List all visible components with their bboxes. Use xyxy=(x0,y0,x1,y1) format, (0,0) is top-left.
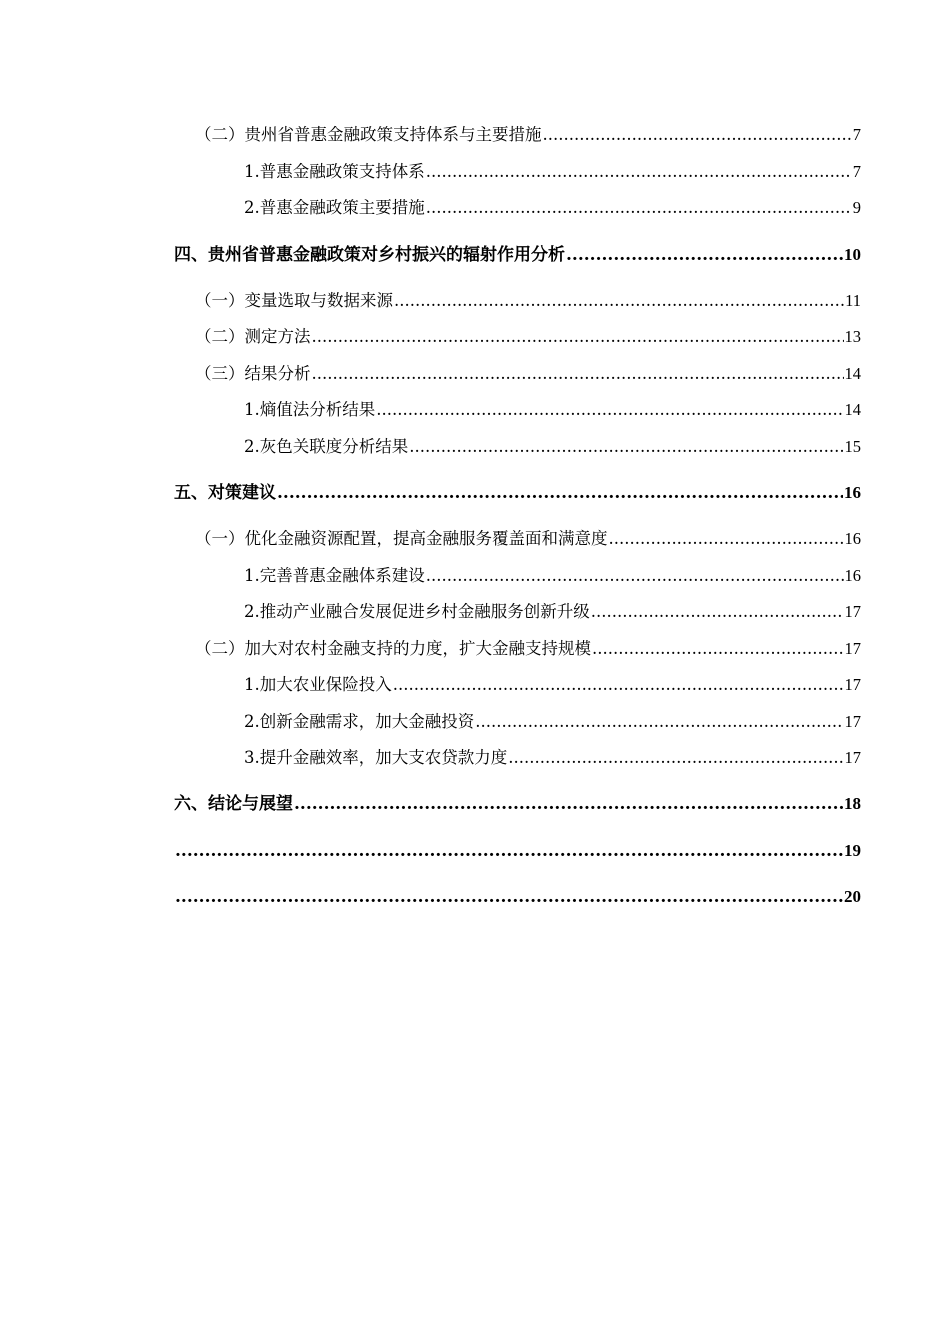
toc-entry[interactable] xyxy=(244,711,861,733)
toc-leader-dots xyxy=(475,711,843,733)
toc-leader-dots xyxy=(426,565,844,587)
toc-entry[interactable] xyxy=(174,886,861,908)
toc-entry[interactable] xyxy=(244,161,861,183)
toc-entry-page: 7 xyxy=(852,162,861,181)
toc-entry-label: （一）优化金融资源配置，提高金融服务覆盖面和满意度 xyxy=(195,529,608,548)
toc-entry-label: 1.熵值法分析结果 xyxy=(244,400,376,419)
toc-leader-dots xyxy=(294,793,843,815)
toc-entry[interactable] xyxy=(174,840,861,862)
toc-entry[interactable] xyxy=(244,674,861,696)
toc-entry-label: 2.推动产业融合发展促进乡村金融服务创新升级 xyxy=(244,602,590,621)
toc-entry-label: （三）结果分析 xyxy=(195,364,311,383)
toc-entry[interactable] xyxy=(244,399,861,421)
toc-entry-page: 17 xyxy=(844,712,861,731)
toc-leader-dots xyxy=(175,840,843,862)
toc-entry[interactable] xyxy=(244,565,861,587)
toc-entry-page: 15 xyxy=(844,437,861,456)
toc-leader-dots xyxy=(592,638,844,660)
toc-entry[interactable] xyxy=(195,290,861,312)
toc-entry-label: 1.完善普惠金融体系建设 xyxy=(244,566,425,585)
toc-entry-page: 10 xyxy=(844,245,861,264)
toc-entry-page: 7 xyxy=(852,125,861,144)
toc-entry-page: 17 xyxy=(844,748,861,767)
toc-leader-dots xyxy=(426,161,852,183)
toc-entry-label: 六、结论与展望 xyxy=(174,794,293,814)
toc-leader-dots xyxy=(566,244,843,266)
toc-entry[interactable] xyxy=(174,482,861,504)
toc-entry-page: 16 xyxy=(844,529,861,548)
toc-entry-page: 16 xyxy=(844,483,861,502)
toc-entry-label: （二）加大对农村金融支持的力度，扩大金融支持规模 xyxy=(195,639,591,658)
toc-entry-label: 2.普惠金融政策主要措施 xyxy=(244,198,425,217)
toc-entry-page: 14 xyxy=(844,400,861,419)
toc-entry-page: 14 xyxy=(844,364,861,383)
toc-leader-dots xyxy=(394,290,844,312)
toc-entry-label: （二）贵州省普惠金融政策支持体系与主要措施 xyxy=(195,125,542,144)
toc-leader-dots xyxy=(312,363,844,385)
toc-entry-page: 20 xyxy=(844,887,861,906)
toc-entry-page: 11 xyxy=(845,291,861,310)
toc-leader-dots xyxy=(277,482,843,504)
toc-entry-label: 2.创新金融需求，加大金融投资 xyxy=(244,712,475,731)
toc-entry[interactable] xyxy=(195,363,861,385)
toc-entry-page: 16 xyxy=(844,566,861,585)
toc-entry-label: 五、对策建议 xyxy=(174,483,276,503)
toc-entry-label: （二）测定方法 xyxy=(195,327,311,346)
toc-entry-label: 1.加大农业保险投入 xyxy=(244,675,392,694)
toc-entry-label: （一）变量选取与数据来源 xyxy=(195,291,393,310)
toc-entry[interactable] xyxy=(195,638,861,660)
toc-entry-page: 17 xyxy=(844,639,861,658)
toc-entry[interactable] xyxy=(174,793,861,815)
toc-entry-page: 13 xyxy=(844,327,861,346)
toc-leader-dots xyxy=(591,601,844,623)
toc-entry-label: 3.提升金融效率，加大支农贷款力度 xyxy=(244,748,508,767)
toc-entry-label: 2.灰色关联度分析结果 xyxy=(244,437,409,456)
toc-entry[interactable] xyxy=(174,244,861,266)
toc-leader-dots xyxy=(543,124,852,146)
toc-leader-dots xyxy=(609,528,844,550)
toc-entry[interactable] xyxy=(244,197,861,219)
toc-leader-dots xyxy=(376,399,843,421)
toc-entry-page: 18 xyxy=(844,794,861,813)
toc-leader-dots xyxy=(175,886,843,908)
toc-entry-label: 1.普惠金融政策支持体系 xyxy=(244,162,425,181)
toc-entry-page: 17 xyxy=(844,602,861,621)
toc-leader-dots xyxy=(393,674,844,696)
toc-leader-dots xyxy=(409,436,843,458)
toc-entry-page: 19 xyxy=(844,841,861,860)
toc-leader-dots xyxy=(312,326,844,348)
toc-entry[interactable] xyxy=(244,601,861,623)
toc-entry[interactable] xyxy=(195,326,861,348)
toc-leader-dots xyxy=(508,747,843,769)
toc-entry[interactable] xyxy=(244,436,861,458)
toc-entry[interactable] xyxy=(195,124,861,146)
toc-entry[interactable] xyxy=(195,528,861,550)
toc-entry-page: 17 xyxy=(844,675,861,694)
toc-leader-dots xyxy=(426,197,852,219)
toc-entry[interactable] xyxy=(244,747,861,769)
toc-entry-label: 四、贵州省普惠金融政策对乡村振兴的辐射作用分析 xyxy=(174,245,565,265)
toc-entry-page: 9 xyxy=(852,198,861,217)
